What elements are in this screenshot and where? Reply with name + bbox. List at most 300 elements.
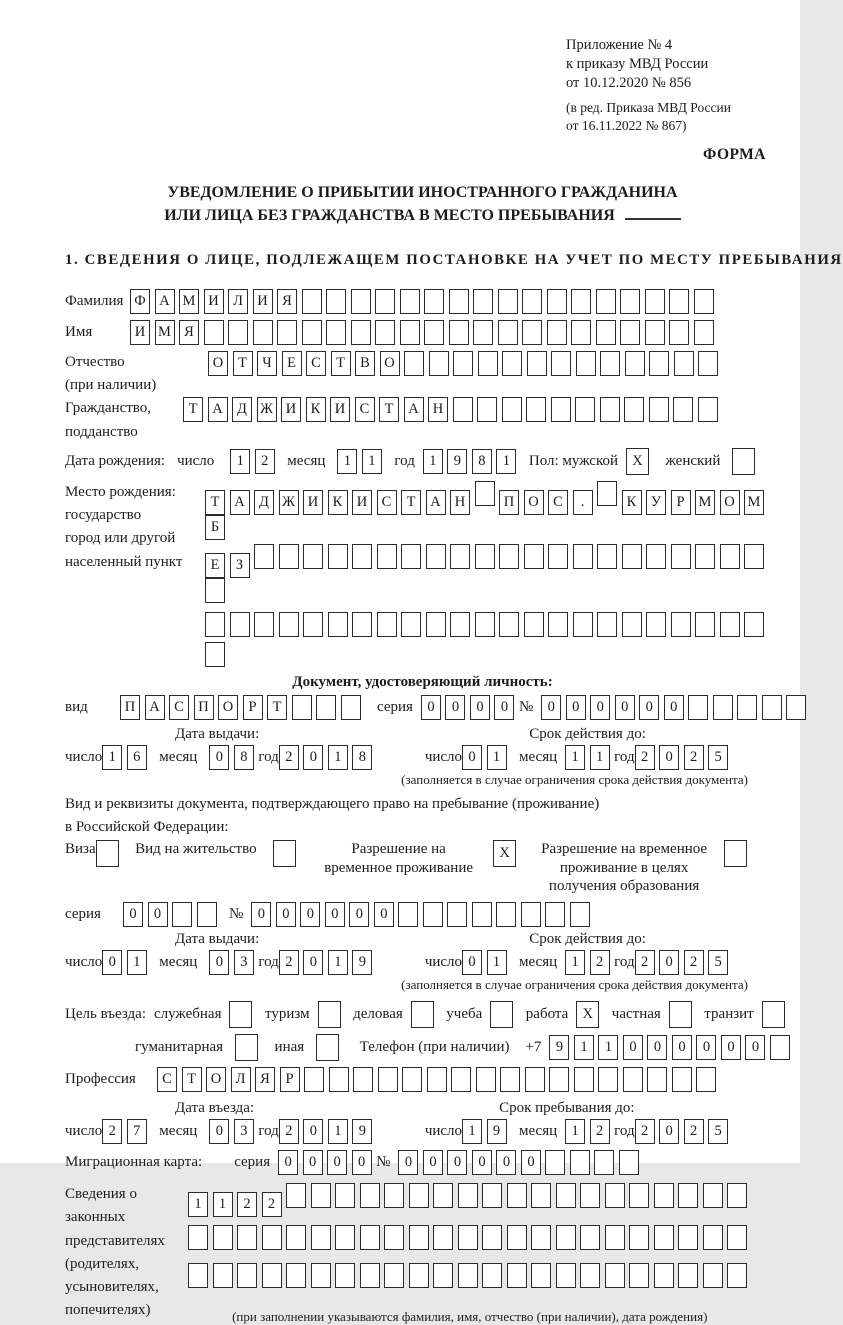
char-box[interactable] <box>545 902 565 927</box>
char-box[interactable] <box>409 1225 429 1250</box>
char-box[interactable]: Ж <box>257 397 277 422</box>
residence-issue-year[interactable] <box>279 950 377 975</box>
residence-number-field[interactable] <box>251 902 594 927</box>
char-box[interactable]: Т <box>205 490 225 515</box>
char-box[interactable]: Ф <box>130 289 150 314</box>
stay-year[interactable] <box>635 1119 733 1144</box>
char-box[interactable] <box>475 481 495 506</box>
char-box[interactable] <box>490 1001 513 1028</box>
char-box[interactable]: 0 <box>148 902 168 927</box>
char-box[interactable]: 0 <box>541 695 561 720</box>
char-box[interactable]: 0 <box>209 950 229 975</box>
char-box[interactable] <box>477 397 497 422</box>
char-box[interactable] <box>286 1263 306 1288</box>
char-box[interactable] <box>473 289 493 314</box>
char-box[interactable] <box>654 1263 674 1288</box>
char-box[interactable]: 5 <box>708 1119 728 1144</box>
purpose-work-checkbox[interactable] <box>576 1001 604 1028</box>
char-box[interactable]: С <box>377 490 397 515</box>
char-box[interactable] <box>277 320 297 345</box>
char-box[interactable]: 0 <box>209 1119 229 1144</box>
char-box[interactable] <box>447 902 467 927</box>
char-box[interactable]: И <box>303 490 323 515</box>
char-box[interactable] <box>580 1263 600 1288</box>
char-box[interactable] <box>273 840 296 867</box>
char-box[interactable] <box>402 1067 422 1092</box>
char-box[interactable] <box>507 1183 527 1208</box>
firstname-field[interactable] <box>130 320 718 345</box>
char-box[interactable] <box>703 1225 723 1250</box>
char-box[interactable] <box>531 1225 551 1250</box>
char-box[interactable]: 9 <box>549 1035 569 1060</box>
char-box[interactable]: 1 <box>328 950 348 975</box>
char-box[interactable] <box>351 320 371 345</box>
char-box[interactable] <box>302 320 322 345</box>
char-box[interactable]: 0 <box>664 695 684 720</box>
char-box[interactable] <box>695 612 715 637</box>
char-box[interactable] <box>498 289 518 314</box>
char-box[interactable]: П <box>120 695 140 720</box>
char-box[interactable] <box>671 544 691 569</box>
entry-year[interactable] <box>279 1119 377 1144</box>
char-box[interactable] <box>502 351 522 376</box>
char-box[interactable]: Т <box>267 695 287 720</box>
char-box[interactable]: И <box>281 397 301 422</box>
char-box[interactable] <box>502 397 522 422</box>
char-box[interactable]: 0 <box>421 695 441 720</box>
char-box[interactable] <box>727 1263 747 1288</box>
char-box[interactable] <box>197 902 217 927</box>
residence-issue-day[interactable] <box>102 950 151 975</box>
char-box[interactable]: 2 <box>684 1119 704 1144</box>
char-box[interactable]: X <box>576 1001 599 1028</box>
char-box[interactable]: Б <box>205 515 225 540</box>
char-box[interactable] <box>254 612 274 637</box>
char-box[interactable]: Р <box>671 490 691 515</box>
char-box[interactable] <box>744 612 764 637</box>
char-box[interactable]: 1 <box>574 1035 594 1060</box>
char-box[interactable]: 0 <box>745 1035 765 1060</box>
char-box[interactable]: 0 <box>647 1035 667 1060</box>
char-box[interactable]: 0 <box>462 950 482 975</box>
char-box[interactable]: 5 <box>708 950 728 975</box>
char-box[interactable] <box>498 320 518 345</box>
char-box[interactable] <box>311 1183 331 1208</box>
char-box[interactable]: 0 <box>278 1150 298 1175</box>
char-box[interactable]: А <box>404 397 424 422</box>
char-box[interactable]: 0 <box>303 950 323 975</box>
char-box[interactable] <box>476 1067 496 1092</box>
char-box[interactable] <box>573 612 593 637</box>
char-box[interactable] <box>694 289 714 314</box>
char-box[interactable] <box>401 612 421 637</box>
char-box[interactable]: 6 <box>127 745 147 770</box>
char-box[interactable] <box>384 1183 404 1208</box>
char-box[interactable] <box>377 612 397 637</box>
char-box[interactable] <box>335 1183 355 1208</box>
char-box[interactable]: 1 <box>565 1119 585 1144</box>
char-box[interactable]: 1 <box>590 745 610 770</box>
char-box[interactable] <box>188 1225 208 1250</box>
char-box[interactable]: 0 <box>447 1150 467 1175</box>
char-box[interactable] <box>377 544 397 569</box>
char-box[interactable]: 0 <box>300 902 320 927</box>
char-box[interactable]: Т <box>233 351 253 376</box>
char-box[interactable]: 2 <box>635 950 655 975</box>
char-box[interactable]: 2 <box>590 1119 610 1144</box>
residence-series-field[interactable] <box>123 902 221 927</box>
char-box[interactable] <box>522 320 542 345</box>
char-box[interactable] <box>600 351 620 376</box>
char-box[interactable]: Ж <box>279 490 299 515</box>
char-box[interactable] <box>360 1225 380 1250</box>
char-box[interactable] <box>629 1183 649 1208</box>
char-box[interactable] <box>482 1183 502 1208</box>
doc-kind-field[interactable] <box>120 695 365 720</box>
purpose-private-checkbox[interactable] <box>669 1001 697 1028</box>
char-box[interactable] <box>352 544 372 569</box>
char-box[interactable] <box>384 1225 404 1250</box>
char-box[interactable] <box>548 544 568 569</box>
birthdate-day-field[interactable] <box>230 449 279 474</box>
char-box[interactable] <box>433 1183 453 1208</box>
representatives-field-row3[interactable] <box>188 1263 752 1293</box>
char-box[interactable] <box>96 840 119 867</box>
char-box[interactable] <box>303 612 323 637</box>
char-box[interactable]: 1 <box>188 1192 208 1217</box>
char-box[interactable] <box>672 1067 692 1092</box>
char-box[interactable] <box>594 1150 614 1175</box>
char-box[interactable] <box>375 289 395 314</box>
char-box[interactable]: 2 <box>684 950 704 975</box>
char-box[interactable]: Д <box>232 397 252 422</box>
char-box[interactable] <box>720 544 740 569</box>
char-box[interactable] <box>744 544 764 569</box>
char-box[interactable]: О <box>206 1067 226 1092</box>
doc-expiry-month[interactable] <box>565 745 614 770</box>
char-box[interactable] <box>302 289 322 314</box>
char-box[interactable]: 0 <box>623 1035 643 1060</box>
char-box[interactable] <box>625 351 645 376</box>
char-box[interactable] <box>545 1150 565 1175</box>
char-box[interactable] <box>727 1225 747 1250</box>
option-visa-checkbox[interactable] <box>96 840 124 867</box>
char-box[interactable] <box>188 1263 208 1288</box>
char-box[interactable] <box>237 1263 257 1288</box>
char-box[interactable]: X <box>493 840 516 867</box>
char-box[interactable]: П <box>194 695 214 720</box>
char-box[interactable] <box>400 289 420 314</box>
char-box[interactable] <box>551 397 571 422</box>
char-box[interactable]: 0 <box>209 745 229 770</box>
char-box[interactable] <box>409 1263 429 1288</box>
char-box[interactable] <box>596 320 616 345</box>
char-box[interactable]: С <box>169 695 189 720</box>
char-box[interactable] <box>411 1001 434 1028</box>
char-box[interactable]: 0 <box>251 902 271 927</box>
doc-issue-day[interactable] <box>102 745 151 770</box>
char-box[interactable] <box>629 1225 649 1250</box>
char-box[interactable]: Я <box>255 1067 275 1092</box>
char-box[interactable] <box>547 320 567 345</box>
char-box[interactable]: 8 <box>472 449 492 474</box>
char-box[interactable] <box>262 1263 282 1288</box>
char-box[interactable] <box>453 397 473 422</box>
char-box[interactable] <box>573 544 593 569</box>
char-box[interactable]: 0 <box>659 1119 679 1144</box>
char-box[interactable] <box>478 351 498 376</box>
char-box[interactable]: 1 <box>487 950 507 975</box>
char-box[interactable]: 0 <box>494 695 514 720</box>
char-box[interactable]: 0 <box>303 1119 323 1144</box>
char-box[interactable] <box>732 448 755 475</box>
char-box[interactable]: 0 <box>521 1150 541 1175</box>
char-box[interactable]: 0 <box>352 1150 372 1175</box>
char-box[interactable]: 0 <box>327 1150 347 1175</box>
char-box[interactable]: 1 <box>565 950 585 975</box>
char-box[interactable]: Р <box>243 695 263 720</box>
stay-day[interactable] <box>462 1119 511 1144</box>
char-box[interactable] <box>213 1225 233 1250</box>
char-box[interactable] <box>574 1067 594 1092</box>
char-box[interactable] <box>352 612 372 637</box>
char-box[interactable] <box>527 351 547 376</box>
char-box[interactable]: 1 <box>423 449 443 474</box>
char-box[interactable] <box>646 544 666 569</box>
char-box[interactable] <box>303 544 323 569</box>
char-box[interactable] <box>328 544 348 569</box>
char-box[interactable]: И <box>330 397 350 422</box>
char-box[interactable] <box>575 397 595 422</box>
char-box[interactable]: Е <box>282 351 302 376</box>
char-box[interactable]: О <box>380 351 400 376</box>
representatives-field-row2[interactable] <box>188 1225 752 1255</box>
char-box[interactable] <box>427 1067 447 1092</box>
char-box[interactable] <box>329 1067 349 1092</box>
residence-expiry-day[interactable] <box>462 950 511 975</box>
char-box[interactable] <box>551 351 571 376</box>
char-box[interactable] <box>556 1225 576 1250</box>
char-box[interactable]: П <box>499 490 519 515</box>
char-box[interactable] <box>449 289 469 314</box>
char-box[interactable] <box>547 289 567 314</box>
char-box[interactable] <box>311 1263 331 1288</box>
char-box[interactable]: Р <box>280 1067 300 1092</box>
char-box[interactable] <box>671 612 691 637</box>
char-box[interactable]: М <box>155 320 175 345</box>
char-box[interactable] <box>205 578 225 603</box>
char-box[interactable] <box>507 1225 527 1250</box>
char-box[interactable] <box>605 1225 625 1250</box>
char-box[interactable] <box>353 1067 373 1092</box>
char-box[interactable] <box>318 1001 341 1028</box>
char-box[interactable] <box>649 351 669 376</box>
char-box[interactable] <box>694 320 714 345</box>
char-box[interactable] <box>237 1225 257 1250</box>
char-box[interactable]: А <box>145 695 165 720</box>
birthdate-year-field[interactable] <box>423 449 521 474</box>
char-box[interactable] <box>229 1001 252 1028</box>
char-box[interactable] <box>724 840 747 867</box>
char-box[interactable] <box>482 1225 502 1250</box>
representatives-field-row1[interactable] <box>188 1183 752 1217</box>
char-box[interactable] <box>507 1263 527 1288</box>
purpose-business-checkbox[interactable] <box>411 1001 439 1028</box>
char-box[interactable]: 0 <box>325 902 345 927</box>
profession-field[interactable] <box>157 1067 721 1092</box>
char-box[interactable] <box>549 1067 569 1092</box>
char-box[interactable]: 0 <box>123 902 143 927</box>
char-box[interactable] <box>458 1225 478 1250</box>
purpose-tourism-checkbox[interactable] <box>318 1001 346 1028</box>
char-box[interactable] <box>720 612 740 637</box>
char-box[interactable] <box>669 320 689 345</box>
char-box[interactable]: 0 <box>696 1035 716 1060</box>
char-box[interactable] <box>482 1263 502 1288</box>
option-temp-residence-edu-checkbox[interactable] <box>724 840 752 867</box>
char-box[interactable]: 0 <box>374 902 394 927</box>
char-box[interactable]: 0 <box>462 745 482 770</box>
char-box[interactable] <box>473 320 493 345</box>
char-box[interactable] <box>311 1225 331 1250</box>
char-box[interactable] <box>622 544 642 569</box>
char-box[interactable] <box>688 695 708 720</box>
char-box[interactable] <box>360 1183 380 1208</box>
char-box[interactable]: С <box>306 351 326 376</box>
char-box[interactable] <box>645 320 665 345</box>
char-box[interactable] <box>458 1263 478 1288</box>
char-box[interactable]: Т <box>331 351 351 376</box>
char-box[interactable]: С <box>548 490 568 515</box>
char-box[interactable] <box>500 1067 520 1092</box>
char-box[interactable] <box>423 902 443 927</box>
char-box[interactable] <box>433 1225 453 1250</box>
birthplace-field-row1[interactable] <box>205 481 780 540</box>
char-box[interactable] <box>703 1263 723 1288</box>
char-box[interactable]: 0 <box>398 1150 418 1175</box>
char-box[interactable]: О <box>218 695 238 720</box>
char-box[interactable]: А <box>155 289 175 314</box>
char-box[interactable]: 3 <box>234 950 254 975</box>
char-box[interactable] <box>351 289 371 314</box>
char-box[interactable] <box>235 1034 258 1061</box>
doc-expiry-day[interactable] <box>462 745 511 770</box>
char-box[interactable] <box>654 1183 674 1208</box>
char-box[interactable] <box>279 612 299 637</box>
char-box[interactable]: М <box>695 490 715 515</box>
char-box[interactable]: . <box>573 490 593 515</box>
char-box[interactable] <box>213 1263 233 1288</box>
char-box[interactable] <box>449 320 469 345</box>
char-box[interactable]: 8 <box>234 745 254 770</box>
doc-expiry-year[interactable] <box>635 745 733 770</box>
char-box[interactable] <box>531 1263 551 1288</box>
char-box[interactable] <box>499 544 519 569</box>
char-box[interactable] <box>326 320 346 345</box>
char-box[interactable] <box>786 695 806 720</box>
char-box[interactable] <box>524 612 544 637</box>
char-box[interactable]: 1 <box>565 745 585 770</box>
char-box[interactable]: К <box>306 397 326 422</box>
char-box[interactable]: 7 <box>127 1119 147 1144</box>
char-box[interactable]: И <box>130 320 150 345</box>
char-box[interactable] <box>458 1183 478 1208</box>
sex-male-checkbox[interactable] <box>626 448 654 475</box>
char-box[interactable] <box>384 1263 404 1288</box>
char-box[interactable] <box>646 612 666 637</box>
char-box[interactable]: 2 <box>635 1119 655 1144</box>
char-box[interactable]: 1 <box>462 1119 482 1144</box>
char-box[interactable]: С <box>157 1067 177 1092</box>
char-box[interactable]: 0 <box>672 1035 692 1060</box>
char-box[interactable] <box>649 397 669 422</box>
char-box[interactable] <box>674 351 694 376</box>
char-box[interactable] <box>204 320 224 345</box>
char-box[interactable]: О <box>720 490 740 515</box>
char-box[interactable] <box>623 1067 643 1092</box>
char-box[interactable]: 2 <box>279 950 299 975</box>
char-box[interactable] <box>673 397 693 422</box>
char-box[interactable] <box>453 351 473 376</box>
char-box[interactable] <box>678 1183 698 1208</box>
char-box[interactable]: 0 <box>303 745 323 770</box>
char-box[interactable]: 0 <box>721 1035 741 1060</box>
char-box[interactable]: Т <box>183 397 203 422</box>
char-box[interactable]: 0 <box>496 1150 516 1175</box>
char-box[interactable]: 0 <box>349 902 369 927</box>
residence-expiry-month[interactable] <box>565 950 614 975</box>
char-box[interactable] <box>770 1035 790 1060</box>
char-box[interactable] <box>524 544 544 569</box>
sex-female-checkbox[interactable] <box>732 448 760 475</box>
char-box[interactable] <box>624 397 644 422</box>
char-box[interactable] <box>727 1183 747 1208</box>
char-box[interactable]: 0 <box>615 695 635 720</box>
char-box[interactable] <box>335 1225 355 1250</box>
char-box[interactable]: М <box>179 289 199 314</box>
char-box[interactable]: Е <box>205 553 225 578</box>
char-box[interactable]: 9 <box>352 950 372 975</box>
char-box[interactable] <box>378 1067 398 1092</box>
char-box[interactable]: 1 <box>102 745 122 770</box>
char-box[interactable]: А <box>426 490 446 515</box>
char-box[interactable] <box>475 612 495 637</box>
purpose-official-checkbox[interactable] <box>229 1001 257 1028</box>
purpose-transit-checkbox[interactable] <box>762 1001 790 1028</box>
char-box[interactable]: 2 <box>237 1192 257 1217</box>
char-box[interactable] <box>597 612 617 637</box>
char-box[interactable] <box>496 902 516 927</box>
char-box[interactable] <box>409 1183 429 1208</box>
char-box[interactable]: 0 <box>566 695 586 720</box>
char-box[interactable]: Я <box>277 289 297 314</box>
char-box[interactable]: Н <box>450 490 470 515</box>
char-box[interactable] <box>424 289 444 314</box>
char-box[interactable] <box>522 289 542 314</box>
char-box[interactable]: И <box>352 490 372 515</box>
char-box[interactable] <box>622 612 642 637</box>
birthplace-field-row2[interactable] <box>205 544 780 608</box>
char-box[interactable] <box>647 1067 667 1092</box>
char-box[interactable] <box>605 1183 625 1208</box>
char-box[interactable]: З <box>230 553 250 578</box>
migration-series-field[interactable] <box>278 1150 376 1175</box>
char-box[interactable]: 1 <box>598 1035 618 1060</box>
char-box[interactable] <box>292 695 312 720</box>
char-box[interactable] <box>645 289 665 314</box>
purpose-other-checkbox[interactable] <box>316 1034 344 1061</box>
char-box[interactable]: 2 <box>684 745 704 770</box>
